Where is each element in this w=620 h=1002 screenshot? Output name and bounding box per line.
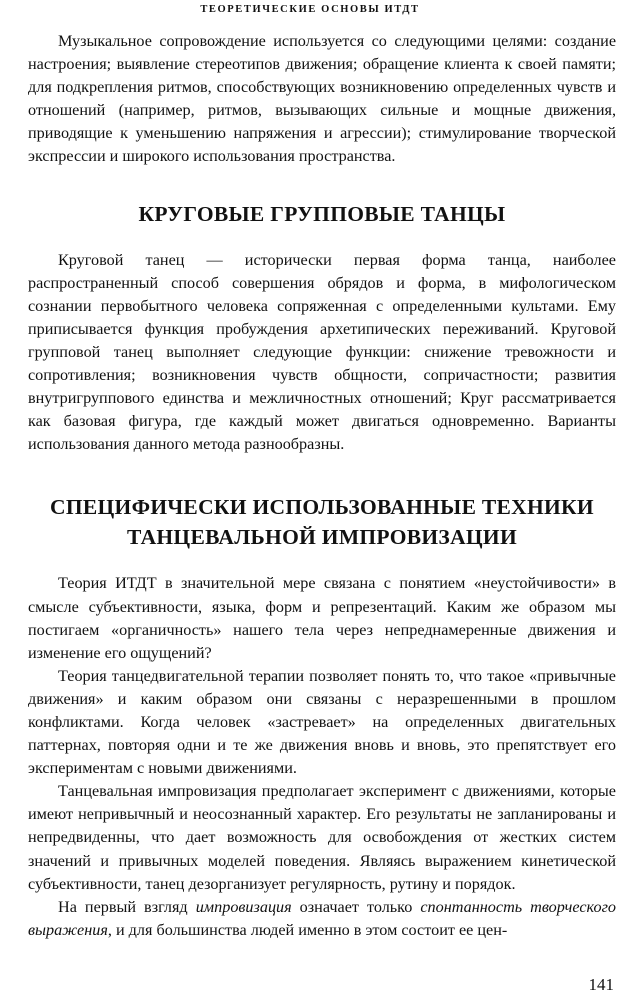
p4-italic-spontaneity: спонтанность творческого выражения bbox=[28, 897, 616, 939]
improvisation-paragraph-2: Теория танцедвигательной терапии позволяет понять то, что такое «привычные движения» и каким образом они связаны с неразрешенными в прошлом конфликтами. Когда человек «застревает» на определенных двигательных паттернах, повторяя одни и те же движения вновь и вновь, это препятствует его экспериментам с новыми движениями. bbox=[28, 666, 616, 778]
improvisation-paragraph-3: Танцевальная импровизация предполагает эксперимент с движениями, которые имеют непривычный и неосознанный характер. Его результаты не запланированы и непредвиденны, что дает возможность для освобождения от жестких систем значений и привычных моделей поведения. Являясь выражением кинетической субъективности, танец дезорганизует регулярность, рутину и порядок. bbox=[28, 782, 616, 893]
p4-start: На первый взгляд bbox=[58, 897, 196, 916]
intro-paragraph: Музыкальное сопровождение используется со следующими целями: создание настроения; выявление стереотипов движения; обращение клиента к своей памяти; для подкрепления ритмов, способствующих возникновению определенных чувств и отношений (например, ритмов, вызывающих сильные и мощные движения, приводящие к уменьшению напряжения и агрессии); стимулирование творческой экспрессии и широкого использования пространства. bbox=[28, 32, 616, 166]
p4-mid: означает только bbox=[291, 897, 421, 916]
section-heading-improvisation bbox=[28, 492, 616, 552]
section-heading-circle-dances: КРУГОВЫЕ ГРУППОВЫЕ ТАНЦЫ bbox=[138, 201, 506, 226]
p4-italic-improvisation: импровизация bbox=[195, 897, 292, 916]
heading-line-2: ТАНЦЕВАЛЬНОЙ ИМПРОВИЗАЦИИ bbox=[127, 525, 517, 550]
improvisation-paragraph-4 bbox=[28, 896, 616, 942]
page-number: 141 bbox=[588, 975, 614, 994]
running-head: ТЕОРЕТИЧЕСКИЕ ОСНОВЫ ИТДТ bbox=[200, 4, 420, 15]
page-content bbox=[28, 30, 616, 942]
heading-line-1: СПЕЦИФИЧЕСКИ ИСПОЛЬЗОВАННЫЕ ТЕХНИКИ bbox=[50, 495, 594, 520]
p4-end: , и для большинства людей именно в этом состоит ее цен- bbox=[107, 920, 508, 939]
improvisation-paragraph-1: Теория ИТДТ в значительной мере связана с понятием «неустойчивости» в смысле субъективности, языка, форм и репрезентаций. Каким же образом мы постигаем «органичность» нашего тела через непреднамеренные движения и изменение его ощущений? bbox=[28, 574, 616, 662]
circle-dances-paragraph: Круговой танец — исторически первая форма танца, наиболее распространенный способ совершения обрядов и форма, в мифологическом сознании первобытного человека сопряженная с определенными культами. Ему приписывается функция пробуждения архетипических переживаний. Круговой групповой танец выполняет следующие функции: снижение тревожности и сопротивления; возникновения чувств общности, сопричастности; развития внутригруппового единства и межличностных отношений; Круг рассматривается как базовая фигура, где каждый может двигаться одновременно. Варианты использования данного метода разнообразны. bbox=[28, 250, 616, 454]
